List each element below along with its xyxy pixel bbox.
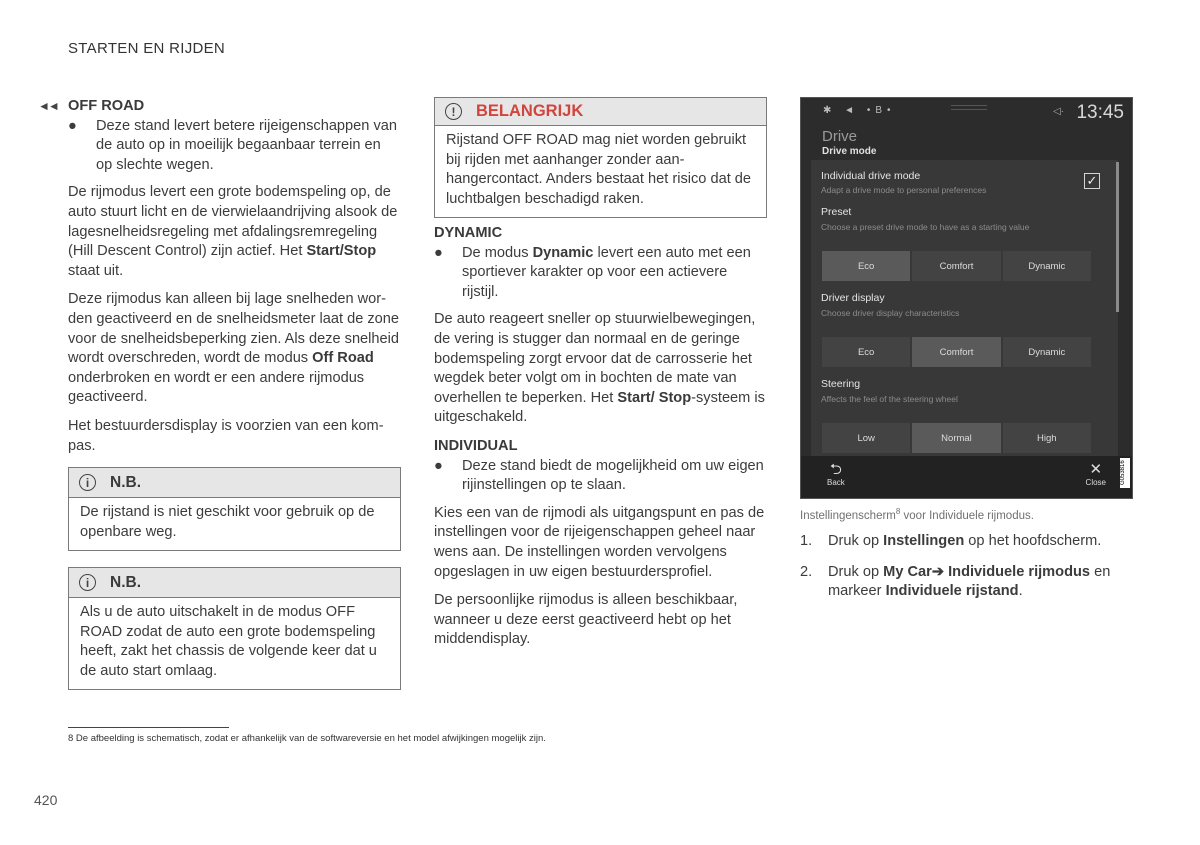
back-icon: ⮌ — [829, 461, 842, 478]
steering-selector — [822, 423, 1091, 453]
warning-text: Rijstand OFF ROAD mag niet worden gebruikt bij rijden met aanhanger zonder aanhangercontact. Anders bestaat het risico dat de luchtbalgen beschadigd raken. — [446, 132, 752, 207]
note-box-1 — [68, 467, 401, 551]
clock: 13:45 — [1076, 102, 1124, 123]
bullet-text: Deze stand levert betere rijeigenschappen van de auto op in moeilijk begaanbaar terrein en op slechte wegen. — [96, 117, 397, 173]
bullet-text: De modus Dynamic levert een auto met een sportiever karakter op voor een actievere rijstijl. — [462, 244, 751, 300]
individual-mode-sub: Adapt a drive mode to personal preferences — [821, 185, 987, 195]
driver-display-selector — [822, 337, 1091, 367]
driver-display-title: Driver display — [821, 292, 885, 304]
column-1 — [38, 97, 401, 465]
page-number: 420 — [34, 792, 58, 808]
steering-sub: Affects the feel of the steering wheel — [821, 394, 958, 404]
paragraph: Het bestuurdersdisplay is voorzien van een kompas. — [68, 417, 384, 454]
preset-selector — [822, 251, 1091, 281]
list-item: 1. Druk op Instellingen op het hoofdscherm. — [800, 532, 1150, 552]
section-heading-individual: INDIVIDUAL — [434, 437, 518, 454]
bullet-icon: ● — [434, 457, 443, 474]
back-arrows-icon[interactable]: ◄◄ — [38, 99, 58, 113]
section-heading-dynamic: DYNAMIC — [434, 225, 503, 241]
bullet-icon: ● — [68, 117, 77, 134]
drag-handle[interactable] — [951, 105, 987, 110]
info-icon: i — [79, 574, 96, 591]
preset-title: Preset — [821, 206, 852, 218]
paragraph: Kies een van de rijmodi als uitgangspunt en pas de instellingen voor de rijeigenschappen geheel naar wens aan. De instellingen worden vervolgens opgeslagen in uw eigen bestuurdersprofiel. — [434, 504, 765, 580]
list-item — [434, 244, 767, 303]
scrollbar[interactable] — [1116, 162, 1119, 312]
preset-option-comfort[interactable]: Comfort — [912, 251, 1000, 281]
steering-option-high[interactable]: High — [1003, 423, 1091, 453]
note-header — [69, 568, 400, 598]
preset-sub: Choose a preset drive mode to have as a starting value — [821, 222, 1030, 232]
driver-display-option-comfort[interactable]: Comfort — [912, 337, 1000, 367]
column-2 — [434, 224, 767, 659]
list-item — [68, 117, 401, 176]
steering-option-normal[interactable]: Normal — [912, 423, 1000, 453]
steering-option-low[interactable]: Low — [822, 423, 910, 453]
note-header — [69, 468, 400, 498]
close-icon: ✕ — [1089, 461, 1103, 478]
preset-option-dynamic[interactable]: Dynamic — [1003, 251, 1091, 281]
step-number: 1. — [800, 533, 813, 549]
steering-title: Steering — [821, 378, 861, 390]
term-instellingen: Instellingen — [883, 533, 965, 549]
status-bar — [801, 98, 1132, 128]
warning-header — [435, 98, 766, 126]
steps-list — [800, 532, 1150, 613]
note-box-2 — [68, 567, 401, 690]
close-label: Close — [1085, 478, 1106, 487]
checkbox-individual-mode[interactable]: ✓ — [1084, 173, 1100, 189]
paragraph: Deze rijmodus kan alleen bij lage snelheden worden geactiveerd en de snelheidsmeter laat de zone voor de snelheidsbeperking zien. Als deze snelheid wordt overschreden, wordt de modus Off Road onderbroken en wordt er een andere rijmodus geactiveerd. — [68, 291, 400, 406]
driver-display-sub: Choose driver display characteristics — [821, 308, 960, 318]
screen-title: Drive — [822, 128, 858, 145]
note-title: N.B. — [110, 573, 141, 591]
driver-display-option-dynamic[interactable]: Dynamic — [1003, 337, 1091, 367]
note-text: De rijstand is niet geschikt voor gebruik op de openbare weg. — [80, 504, 375, 540]
back-button[interactable] — [827, 462, 845, 487]
screen-subtitle: Drive mode — [822, 146, 877, 157]
bullet-text: Deze stand biedt de mogelijkheid om uw eigen rijinstellingen op te slaan. — [462, 457, 764, 494]
close-button[interactable] — [1086, 462, 1106, 487]
warning-title: BELANGRIJK — [476, 102, 584, 120]
arrow-right-icon: ➔ — [931, 563, 945, 580]
figure-caption: Instellingenscherm$^8$ voor Individuele rijmodus. — [800, 507, 1034, 522]
paragraph: De auto reageert sneller op stuurwielbewegingen, de vering is stugger dan normaal en de geringe bodemspeling zorgt ervoor dat de carrosserie het wegdek beter volgt om in bochten de mate van overhellen te beperken. Het Start/ Stop-systeem is uitgeschakeld. — [434, 311, 765, 426]
individual-mode-title: Individual drive mode — [821, 170, 921, 182]
term-start-stop: Start/ Stop — [617, 389, 692, 406]
footnote-divider — [68, 727, 229, 728]
term-start-stop: Start/Stop — [306, 243, 377, 260]
note-text: Als u de auto uitschakelt in de modus OFF ROAD zodat de auto een grote bodemspeling heeft, zakt het chassis de volgende keer dat u de auto start omlaag. — [80, 604, 377, 679]
section-heading-off-road: OFF ROAD — [68, 98, 145, 114]
term-individuele-rijmodus: Individuele rijmodus — [944, 563, 1091, 580]
preset-option-eco[interactable]: Eco — [822, 251, 910, 281]
screen-bottom-bar — [801, 456, 1132, 499]
status-icons: ✱ ◄ •B• — [823, 105, 896, 116]
list-item — [434, 457, 767, 496]
term-my-car: My Car — [883, 563, 932, 580]
volume-icon: ◁· — [1052, 106, 1064, 117]
footnote: 8 De afbeelding is schematisch, zodat er afhankelijk van de softwareversie en het model afwijkingen mogelijk zijn. — [68, 733, 546, 744]
note-title: N.B. — [110, 473, 141, 491]
driver-display-option-eco[interactable]: Eco — [822, 337, 910, 367]
term-off-road: Off Road — [312, 350, 374, 367]
warning-box — [434, 97, 767, 218]
page-header: STARTEN EN RIJDEN — [68, 40, 226, 57]
image-code: G053816 — [1120, 458, 1130, 488]
bullet-icon: ● — [434, 244, 443, 261]
paragraph: De persoonlijke rijmodus is alleen beschikbaar, wanneer u deze eerst geactiveerd hebt op het middendisplay. — [434, 592, 738, 648]
back-label: Back — [827, 478, 845, 487]
step-number: 2. — [800, 563, 813, 580]
info-icon: i — [79, 474, 96, 491]
warning-icon: ! — [445, 103, 462, 120]
paragraph: De rijmodus levert een grote bodemspeling op, de auto stuurt licht en de vierwielaandrijving alsook de lagesnelheidsregeling met afdalingsremregeling (Hill Descent Control) zijn actief. Het Start/Stop staat uit. — [68, 184, 398, 279]
term-individuele-rijstand: Individuele rijstand — [885, 583, 1019, 600]
list-item: 2. Druk op My Car➔ Individuele rijmodus en markeer Individuele rijstand. — [800, 563, 1111, 600]
center-display-image — [800, 97, 1133, 499]
